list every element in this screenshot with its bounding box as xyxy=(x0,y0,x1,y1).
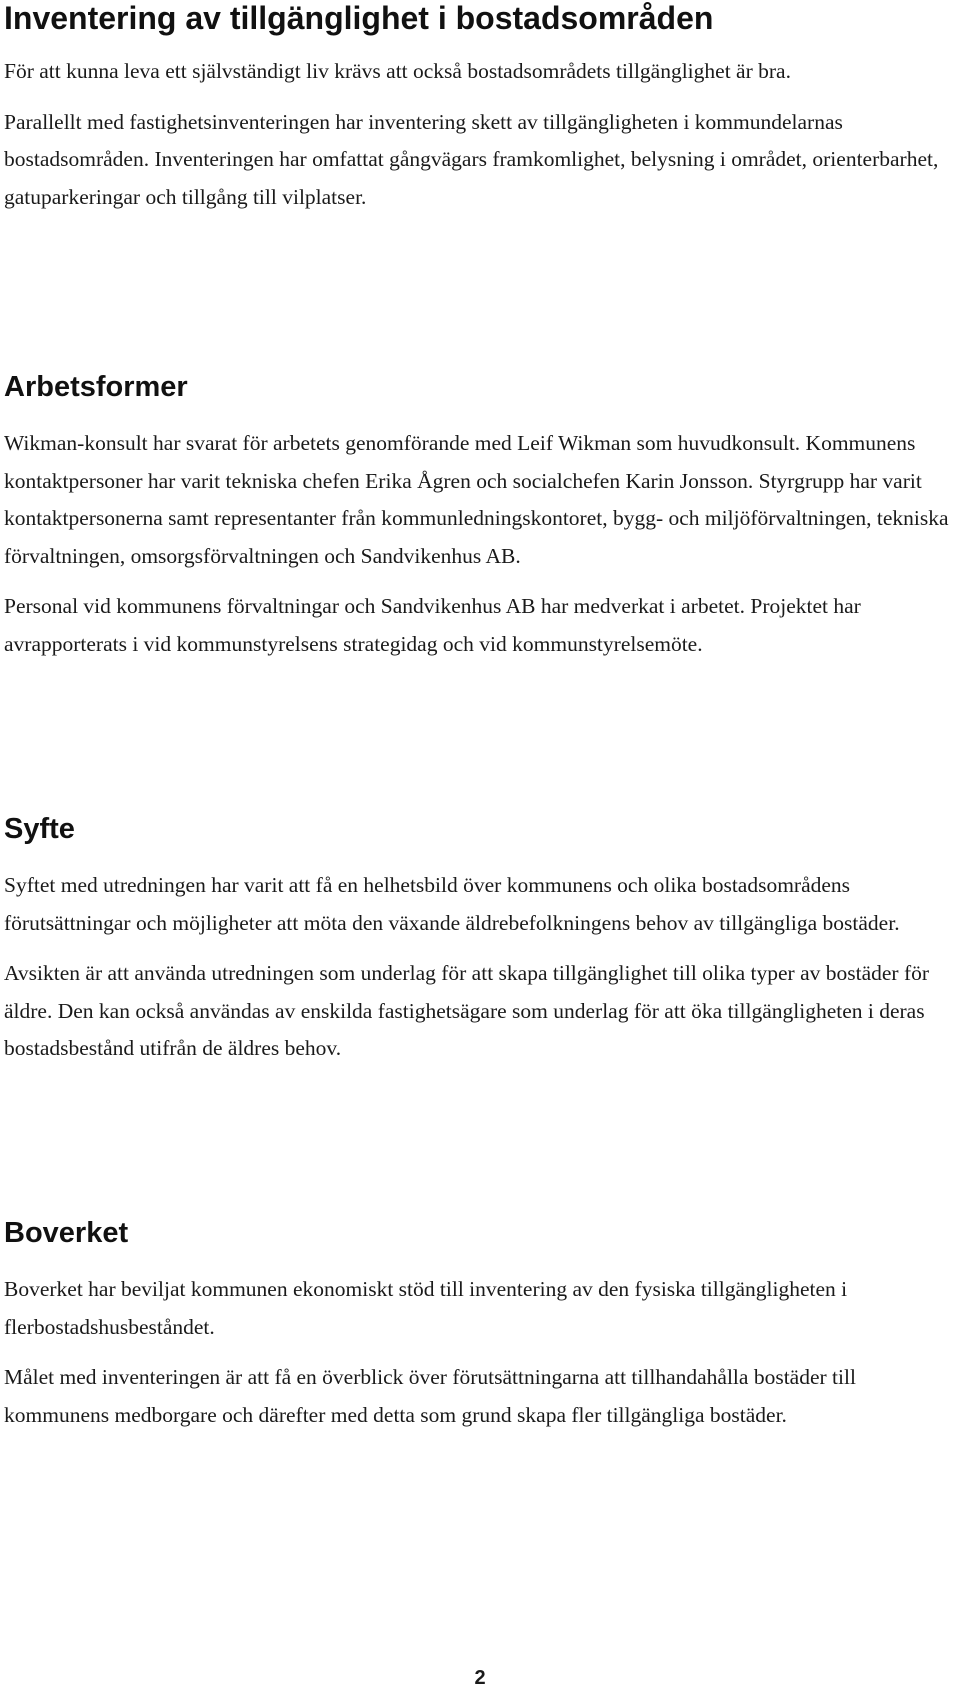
paragraph: Boverket har beviljat kommunen ekonomiskt stöd till inventering av den fysiska tillgängligheten i flerbostadshusbeståndet. xyxy=(4,1277,848,1339)
section-heading: Syfte xyxy=(4,813,75,845)
section-heading: Boverket xyxy=(4,1217,129,1249)
section-inventering xyxy=(4,0,956,216)
section-boverket xyxy=(4,1216,956,1434)
section-arbetsformer xyxy=(4,370,956,663)
section-syfte xyxy=(4,812,956,1068)
paragraph: Syftet med utredningen har varit att få en helhetsbild över kommunens och olika bostadsområdens förutsättningar och möjligheter att möta den växande äldrebefolkningens behov av tillgängliga bostäder. xyxy=(4,873,900,935)
paragraph: Personal vid kommunens förvaltningar och Sandvikenhus AB har medverkat i arbetet. Projektet har avrapporterats i vid kommunstyrelsens strategidag och vid kommunstyrelsemöte. xyxy=(4,594,861,656)
page-title: Inventering av tillgänglighet i bostadsområden xyxy=(4,0,714,36)
paragraph: Parallellt med fastighetsinventeringen har inventering skett av tillgängligheten i kommundelarnas bostadsområden. Inventeringen har omfattat gångvägars framkomlighet, belysning i området, orienterbarhet, gatuparkeringar och tillgång till vilplatser. xyxy=(4,109,939,209)
section-heading: Arbetsformer xyxy=(4,371,188,403)
paragraph: Avsikten är att använda utredningen som underlag för att skapa tillgänglighet till olika typer av bostäder för äldre. Den kan också användas av enskilda fastighetsägare som underlag för att öka tillgängligheten i deras bostadsbestånd utifrån de äldres behov. xyxy=(4,961,930,1060)
paragraph: Wikman-konsult har svarat för arbetets genomförande med Leif Wikman som huvudkonsult. Kommunens kontaktpersoner har varit tekniska chefen Erika Ågren och socialchefen Karin Jonsson. Styrgrupp har varit kontaktpersonerna samt representanter från kommunledningskontoret, bygg- och miljöförvaltningen, tekniska förvaltningen, omsorgsförvaltningen och Sandvikenhus AB. xyxy=(4,431,949,568)
page-number: 2 xyxy=(474,1667,486,1689)
paragraph: För att kunna leva ett självständigt liv krävs att också bostadsområdets tillgänglighet är bra. xyxy=(4,59,791,83)
paragraph: Målet med inventeringen är att få en överblick över förutsättningarna att tillhandahålla bostäder till kommunens medborgare och därefter med detta som grund skapa fler tillgängliga bostäder. xyxy=(4,1365,856,1427)
